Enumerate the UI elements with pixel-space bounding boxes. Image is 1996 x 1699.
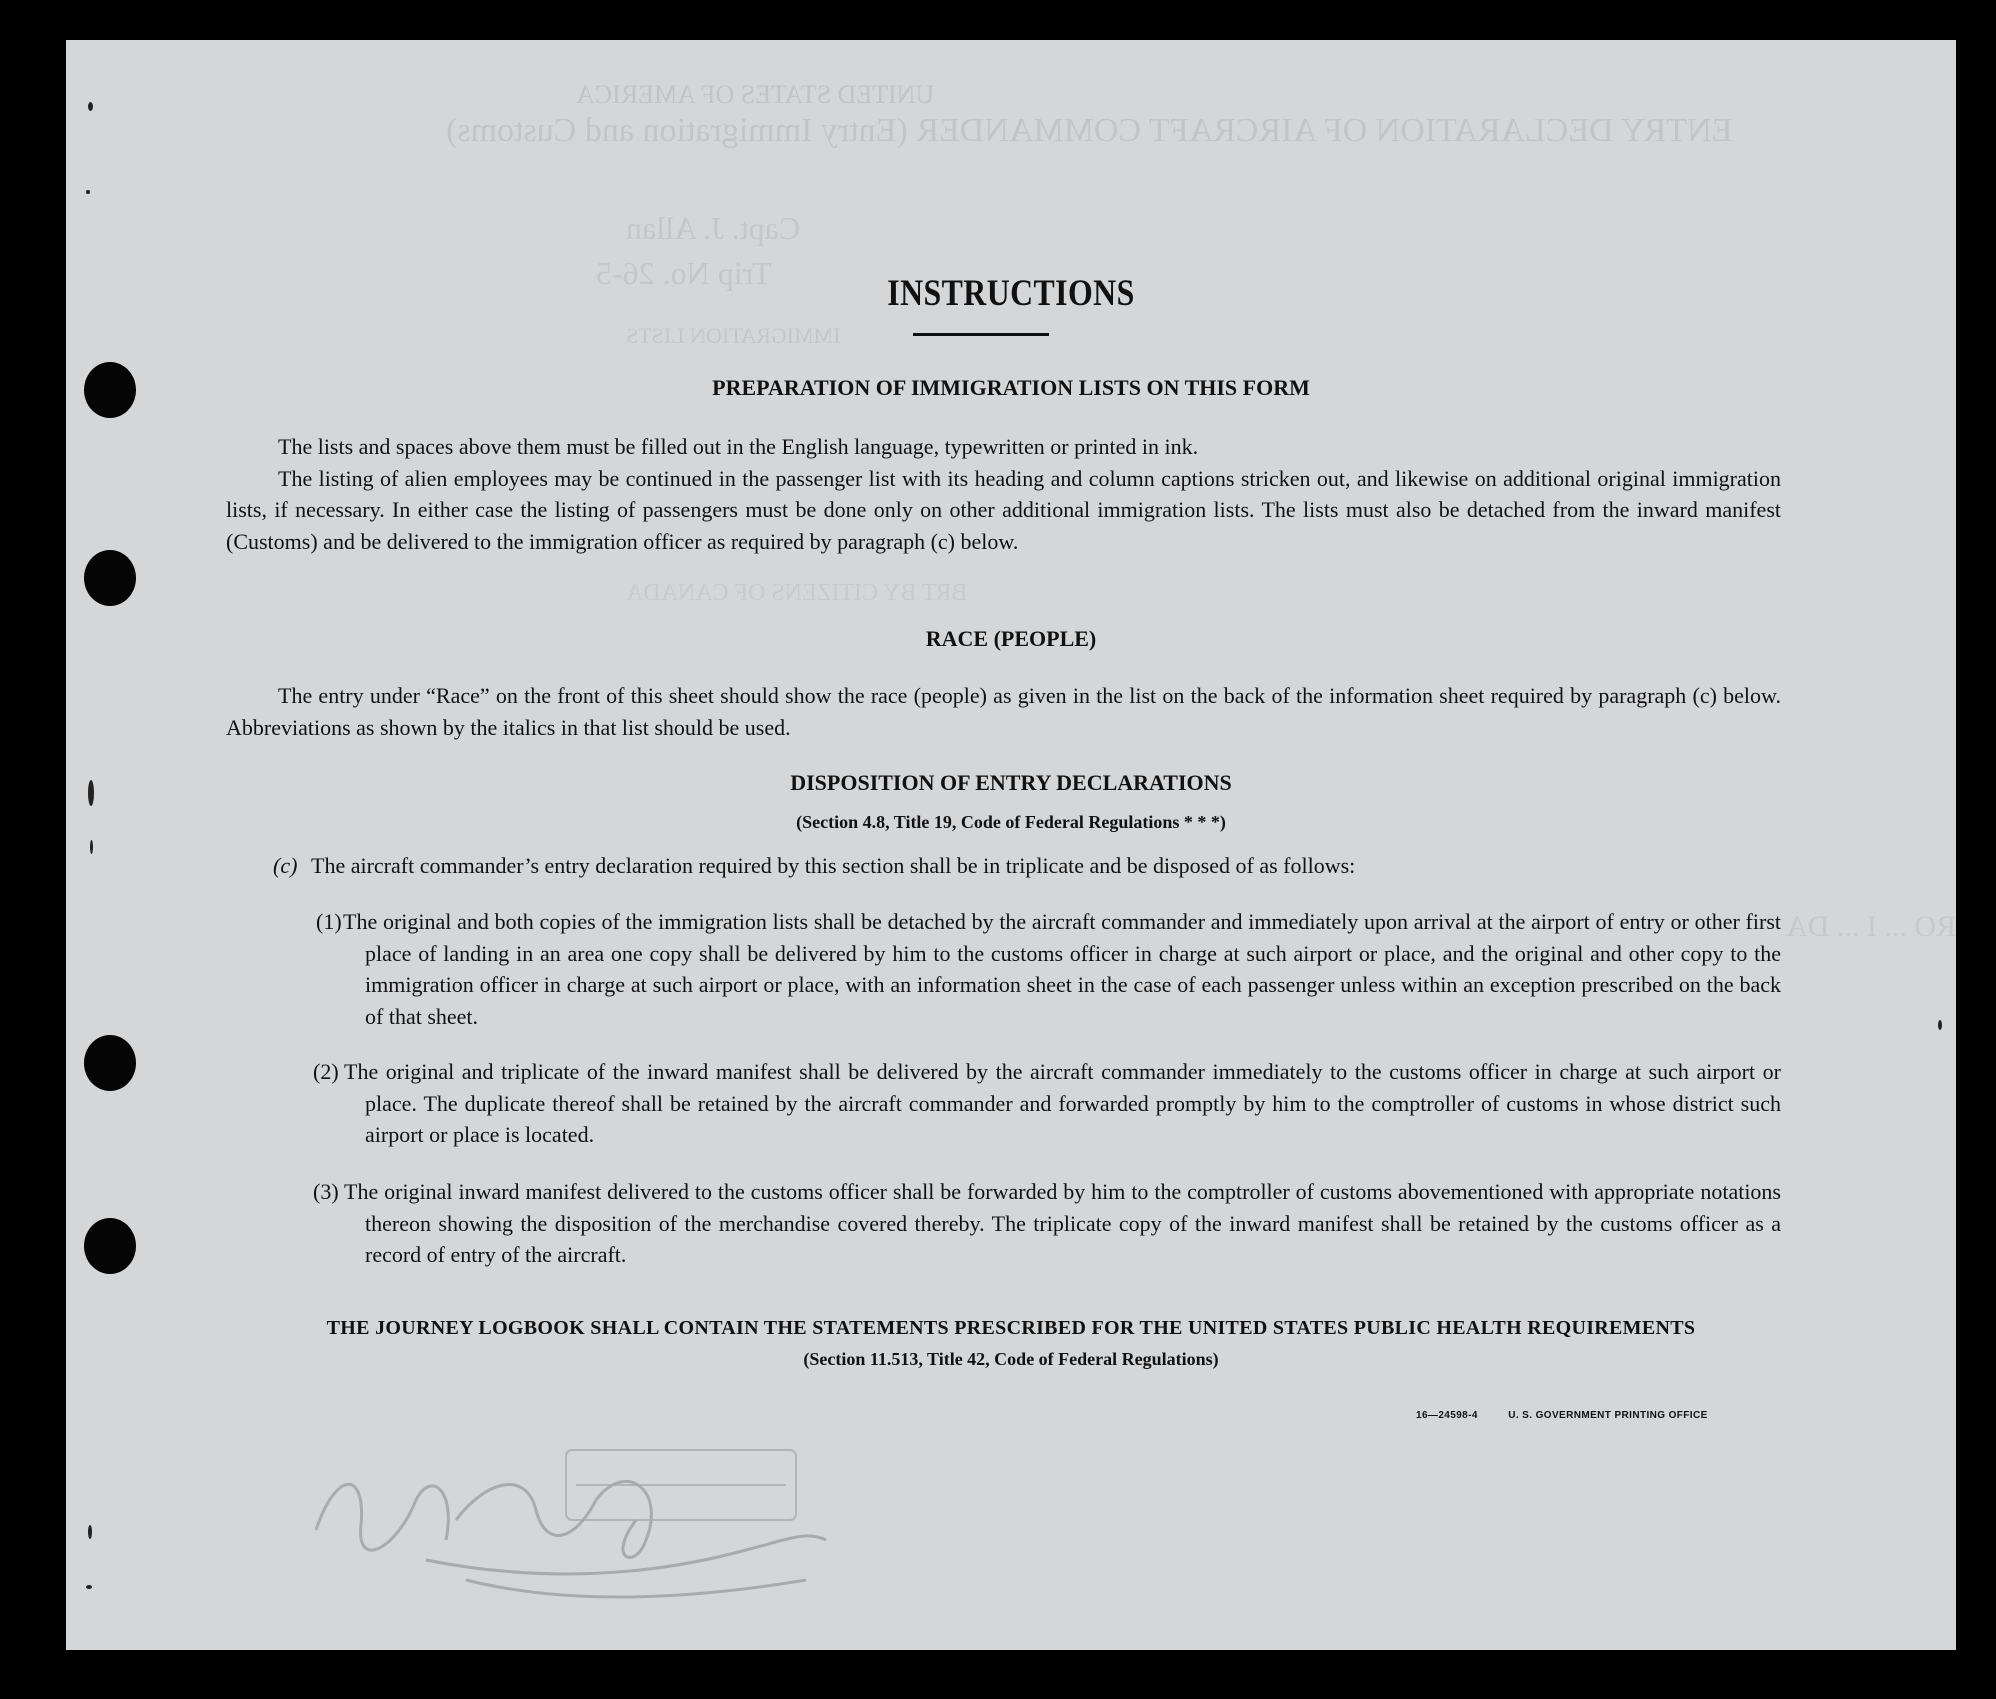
intro-text: The aircraft commander’s entry declaration required by this section shall be in triplicate and be disposed of as follows: — [311, 853, 1356, 878]
speck — [88, 102, 93, 111]
health-requirements-statement: THE JOURNEY LOGBOOK SHALL CONTAIN THE STATEMENTS PRESCRIBED FOR THE UNITED STATES PUBLIC HEALTH REQUIREMENTS — [326, 1317, 1696, 1339]
item-number: (2) — [313, 1059, 339, 1084]
speck — [90, 840, 93, 854]
heading-disposition: DISPOSITION OF ENTRY DECLARATIONS — [790, 770, 1232, 795]
heading-race: RACE (PEOPLE) — [925, 626, 1097, 651]
bleed-through-text: IMMIGRATION LISTS — [626, 323, 841, 348]
disposition-intro — [273, 850, 1781, 882]
signature-drawing — [306, 1430, 866, 1610]
bleed-through-text: Trip No. 26-5 — [596, 255, 772, 291]
speck — [86, 190, 90, 194]
item-number: (1) — [316, 909, 342, 934]
speck — [1938, 1020, 1942, 1030]
item-text: The original and triplicate of the inward manifest shall be delivered by the aircraft commander immediately to the customs officer in charge at such airport or place. The duplicate thereof shall be retained by the aircraft commander and forwarded promptly by him to the comptroller of customs in whose district such airport or place is located. — [344, 1059, 1781, 1147]
page-title: INSTRUCTIONS — [887, 273, 1135, 314]
printer-imprint — [1416, 1410, 1708, 1421]
bleed-through-text: ENTRY DECLARATION OF AIRCRAFT COMMANDER (Entry Immigration and Customs) — [446, 112, 1733, 149]
paragraph-race: The entry under “Race” on the front of this sheet should show the race (people) as given in the list on the back of the information sheet required by paragraph (c) below. Abbreviations as shown by the italics in that list should be used. — [226, 683, 1781, 740]
heading-immigration-lists: PREPARATION OF IMMIGRATION LISTS ON THIS FORM — [712, 375, 1310, 400]
signature-stamp — [306, 1430, 866, 1615]
punch-hole — [84, 1035, 136, 1091]
bleed-through-text: RO ... I ... DA — [1786, 910, 1956, 943]
bleed-through-text: UNITED STATES OF AMERICA — [576, 80, 935, 109]
paragraph-listing: The listing of alien employees may be continued in the passenger list with its heading and column captions stricken out, and likewise on additional original immigration lists, if necessary. In either case the listing of passengers must be done only on other additional immigration lists. The lists must also be detached from the inward manifest (Customs) and be delivered to the immigration officer as required by paragraph (c) below. — [226, 465, 1781, 554]
disposition-item-3 — [313, 1176, 1781, 1271]
item-text: The original inward manifest delivered to the customs officer shall be forwarded by him to the comptroller of customs abovementioned with appropriate notations thereon showing the disposition of the merchandise covered thereby. The triplicate copy of the inward manifest shall be retained by the customs officer as a record of entry of the aircraft. — [344, 1179, 1781, 1267]
printer-name: U. S. GOVERNMENT PRINTING OFFICE — [1508, 1410, 1708, 1421]
bleed-through-text: BRT BY CITIZENS OF CANADA — [626, 580, 968, 606]
paragraph-language: The lists and spaces above them must be filled out in the English language, typewritten or printed in ink. — [278, 434, 1199, 459]
health-requirements-citation: (Section 11.513, Title 42, Code of Federal Regulations) — [803, 1349, 1219, 1369]
immigration-instructions — [226, 431, 1781, 557]
punch-hole — [84, 550, 136, 606]
document-sheet — [66, 40, 1956, 1650]
speck — [86, 1585, 92, 1589]
speck — [88, 1525, 92, 1539]
item-number: (3) — [313, 1179, 339, 1204]
punch-hole — [84, 1218, 136, 1274]
race-instructions — [226, 680, 1781, 743]
disposition-citation: (Section 4.8, Title 19, Code of Federal Regulations * * *) — [796, 812, 1226, 832]
bleed-through-text: Capt. J. Allan — [626, 210, 801, 246]
intro-label: (c) — [273, 853, 298, 878]
printer-code: 16—24598-4 — [1416, 1410, 1478, 1421]
disposition-item-2 — [313, 1056, 1781, 1151]
speck — [88, 780, 94, 806]
title-underline — [913, 333, 1049, 336]
item-text: The original and both copies of the immigration lists shall be detached by the aircraft commander and immediately upon arrival at the airport of entry or other first place of landing in an area one copy shall be delivered by him to the customs officer in charge at such airport or place, and the original and other copy to the immigration officer in charge at such airport or place, with an information sheet in the case of each passenger unless within an exception prescribed on the back of that sheet. — [343, 909, 1781, 1029]
disposition-item-1 — [316, 906, 1781, 1032]
